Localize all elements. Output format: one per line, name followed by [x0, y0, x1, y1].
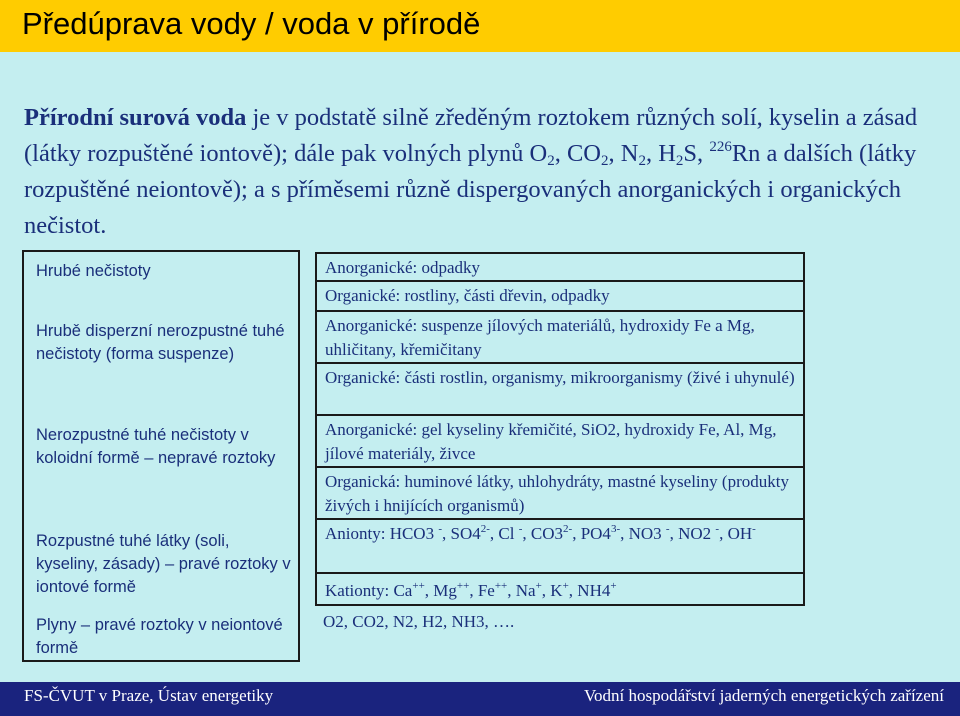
intro-t2: , CO	[554, 140, 602, 167]
footer-institution: FS-ČVUT v Praze, Ústav energetiky	[24, 686, 274, 705]
category-gases: Plyny – pravé roztoky v neiontové formě	[36, 616, 283, 657]
intro-sup-226: 226	[709, 139, 732, 155]
anion-cl: , Cl	[489, 524, 519, 543]
footer-course: Vodní hospodářství jaderných energetických zařízení	[583, 686, 944, 705]
anion-so4: , SO4	[442, 524, 481, 543]
anion-oh: , OH	[719, 524, 753, 543]
intro-t1: je v podstatě silně zředěným roztokem různých solí, kyselin a zásad (látky rozpuštěné iontově); dále pak volných plynů O	[24, 104, 918, 167]
impurity-categories-box	[22, 250, 300, 662]
cell-organic-colloid: Organická: huminové látky, uhlohydráty, mastné kyseliny (produkty živých i hnijících organismů)	[315, 466, 805, 520]
category-suspension: Hrubě disperzní nerozpustné tuhé nečistoty (forma suspenze)	[36, 322, 285, 363]
anion-co3-charge: 2-	[563, 523, 573, 535]
cell-organic-coarse: Organické: rostliny, části dřevin, odpadky	[315, 280, 805, 312]
cell-inorganic-colloid: Anorganické: gel kyseliny křemičité, SiO2, hydroxidy Fe, Al, Mg, jílové materiály, živce	[315, 414, 805, 468]
cell-organic-suspension: Organické: části rostlin, organismy, mikroorganismy (živé i uhynulé)	[315, 362, 805, 416]
anion-hco3: Anionty: HCO3	[325, 524, 439, 543]
cation-fe: , Fe	[469, 581, 495, 600]
anion-po4-charge: 3-	[610, 523, 621, 535]
intro-paragraph	[24, 100, 944, 244]
intro-sub-co2: 2	[601, 153, 609, 169]
cation-mg-charge: ++	[456, 580, 470, 592]
anion-no3: , NO3	[620, 524, 666, 543]
cation-fe-charge: ++	[494, 580, 508, 592]
cation-k: , K	[541, 581, 563, 600]
anion-hco3-charge: -	[438, 523, 443, 535]
intro-bold: Přírodní surová voda	[24, 104, 247, 131]
cation-ca: Kationty: Ca	[325, 581, 413, 600]
anion-so4-charge: 2-	[480, 523, 490, 535]
cation-nh4-charge: +	[610, 580, 617, 592]
intro-t6: Rn a dalších (látky rozpuštěné neiontově); a s příměsemi různě dispergovaných anorganických i organických nečistot.	[24, 140, 917, 239]
cell-inorganic-coarse: Anorganické: odpadky	[315, 252, 805, 282]
category-colloid: Nerozpustné tuhé nečistoty v koloidní formě – nepravé roztoky	[36, 426, 276, 467]
intro-sub-h2: 2	[675, 153, 684, 169]
cation-nh4: , NH4	[568, 581, 611, 600]
anion-no3-charge: -	[665, 523, 670, 535]
cation-mg: , Mg	[424, 581, 457, 600]
cell-cations	[315, 572, 805, 606]
intro-t4: , H	[645, 140, 676, 167]
cation-na-charge: +	[535, 580, 542, 592]
anion-cl-charge: -	[518, 523, 523, 535]
intro-sub-n2: 2	[638, 153, 646, 169]
cell-inorganic-suspension: Anorganické: suspenze jílových materiálů, hydroxidy Fe a Mg, uhličitany, křemičitany	[315, 310, 805, 364]
intro-t5: S,	[683, 140, 710, 167]
intro-sub-o2: 2	[547, 153, 555, 169]
cell-anions	[315, 518, 805, 574]
category-dissolved-ions: Rozpustné tuhé látky (soli, kyseliny, zásady) – pravé roztoky v iontové formě	[36, 532, 291, 596]
cation-na: , Na	[507, 581, 536, 600]
anion-no2: , NO2	[669, 524, 716, 543]
anion-po4: , PO4	[572, 524, 611, 543]
intro-t3: , N	[608, 140, 639, 167]
cation-ca-charge: ++	[412, 580, 425, 592]
category-coarse: Hrubé nečistoty	[36, 262, 151, 280]
anion-co3: , CO3	[522, 524, 564, 543]
cell-gases: O2, CO2, N2, H2, NH3, ….	[323, 612, 515, 631]
slide-title: Předúprava vody / voda v přírodě	[22, 6, 481, 41]
cation-k-charge: +	[562, 580, 569, 592]
anion-no2-charge: -	[715, 523, 720, 535]
anion-oh-charge: -	[752, 523, 756, 535]
